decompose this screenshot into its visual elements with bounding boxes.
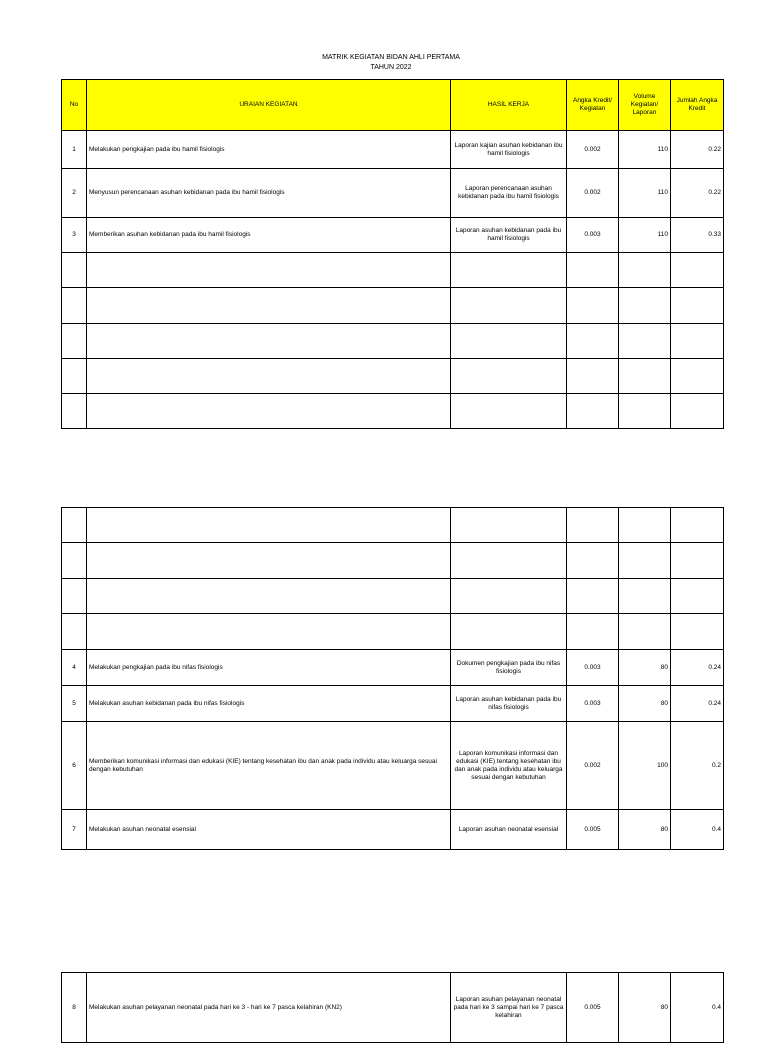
row-uraian: Memberikan komunikasi informasi dan edukasi (KIE) tentang kesehatan ibu dan anak pada individu atau keluarga sesuai dengan kebutuhan [87, 722, 451, 810]
row-uraian: Melakukan asuhan kebidanan pada ibu nifas fisiologis [87, 686, 451, 722]
row-uraian: Melakukan pengkajian pada ibu nifas fisiologis [87, 650, 451, 686]
row-no: 5 [62, 686, 87, 722]
row-hasil: Laporan kajian asuhan kebidanan ibu hamil fisiologis [451, 131, 567, 169]
row-uraian: Melakukan asuhan pelayanan neonatal pada hari ke 3 - hari ke 7 pasca kelahiran (KN2) [87, 973, 451, 1043]
row-jumlah: 0.2 [671, 722, 724, 810]
row-hasil: Laporan asuhan pelayanan neonatal pada hari ke 3 sampai hari ke 7 pasca kelahiran [451, 973, 567, 1043]
document-title-block [0, 53, 768, 73]
row-no: 2 [62, 169, 87, 218]
row-volume: 80 [619, 973, 671, 1043]
empty-row [62, 253, 724, 288]
row-volume: 80 [619, 686, 671, 722]
row-uraian: Melakukan pengkajian pada ibu hamil fisiologis [87, 131, 451, 169]
activity-table-3 [61, 972, 724, 1043]
header-uraian: URAIAN KEGIATAN [87, 80, 451, 131]
row-uraian: Menyusun perencanaan asuhan kebidanan pada ibu hamil fisiologis [87, 169, 451, 218]
empty-row [62, 288, 724, 324]
table-row [62, 169, 724, 218]
row-uraian: Memberikan asuhan kebidanan pada ibu hamil fisiologis [87, 218, 451, 253]
empty-row [62, 543, 724, 579]
row-angka-kredit: 0.005 [567, 973, 619, 1043]
row-no: 4 [62, 650, 87, 686]
row-no: 6 [62, 722, 87, 810]
row-uraian: Melakukan asuhan neonatal esensial [87, 810, 451, 850]
row-jumlah: 0.24 [671, 650, 724, 686]
empty-row [62, 579, 724, 614]
row-jumlah: 0.24 [671, 686, 724, 722]
row-volume: 80 [619, 650, 671, 686]
row-jumlah: 0.22 [671, 169, 724, 218]
header-hasil: HASIL KERJA [451, 80, 567, 131]
empty-row [62, 359, 724, 394]
row-no: 7 [62, 810, 87, 850]
activity-table-2 [61, 507, 724, 850]
row-angka-kredit: 0.005 [567, 810, 619, 850]
row-hasil: Laporan perencanaan asuhan kebidanan pada ibu hamil fisiologis [451, 169, 567, 218]
row-volume: 110 [619, 169, 671, 218]
row-no: 1 [62, 131, 87, 169]
row-angka-kredit: 0.002 [567, 169, 619, 218]
row-volume: 80 [619, 810, 671, 850]
document-title: MATRIK KEGIATAN BIDAN AHLI PERTAMA [322, 54, 460, 61]
row-angka-kredit: 0.003 [567, 218, 619, 253]
row-angka-kredit: 0.002 [567, 131, 619, 169]
row-volume: 110 [619, 131, 671, 169]
row-angka-kredit: 0.003 [567, 686, 619, 722]
row-hasil: Laporan komunikasi informasi dan edukasi (KIE) tentang kesehatan ibu dan anak pada individu atau keluarga sesuai dengan kebutuhan [451, 722, 567, 810]
table-row [62, 131, 724, 169]
row-hasil: Laporan asuhan kebidanan pada ibu hamil fisiologis [451, 218, 567, 253]
row-hasil: Laporan asuhan neonatal esensial [451, 810, 567, 850]
table-row [62, 722, 724, 810]
header-volume: Volume Kegiatan/ Laporan [619, 80, 671, 131]
activity-table-1 [61, 79, 724, 429]
table-row [62, 686, 724, 722]
row-angka-kredit: 0.002 [567, 722, 619, 810]
row-volume: 110 [619, 218, 671, 253]
table-row [62, 810, 724, 850]
row-hasil: Laporan asuhan kebidanan pada ibu nifas fisiologis [451, 686, 567, 722]
header-angka-kredit: Angka Kredit/ Kegiatan [567, 80, 619, 131]
header-jumlah: Jumlah Angka Kredit [671, 80, 724, 131]
row-no: 3 [62, 218, 87, 253]
header-no: No [62, 80, 87, 131]
row-no: 8 [62, 973, 87, 1043]
empty-row [62, 508, 724, 543]
table-row [62, 650, 724, 686]
table-row [62, 218, 724, 253]
row-hasil: Dokumen pengkajian pada ibu nifas fisiologis [451, 650, 567, 686]
row-volume: 100 [619, 722, 671, 810]
document-subtitle: TAHUN 2022 [370, 64, 412, 71]
row-jumlah: 0.22 [671, 131, 724, 169]
row-jumlah: 0.4 [671, 810, 724, 850]
empty-row [62, 614, 724, 650]
table-header-row [62, 80, 724, 131]
row-angka-kredit: 0.003 [567, 650, 619, 686]
empty-row [62, 394, 724, 429]
row-jumlah: 0.4 [671, 973, 724, 1043]
table-row [62, 973, 724, 1043]
empty-row [62, 324, 724, 359]
row-jumlah: 0.33 [671, 218, 724, 253]
